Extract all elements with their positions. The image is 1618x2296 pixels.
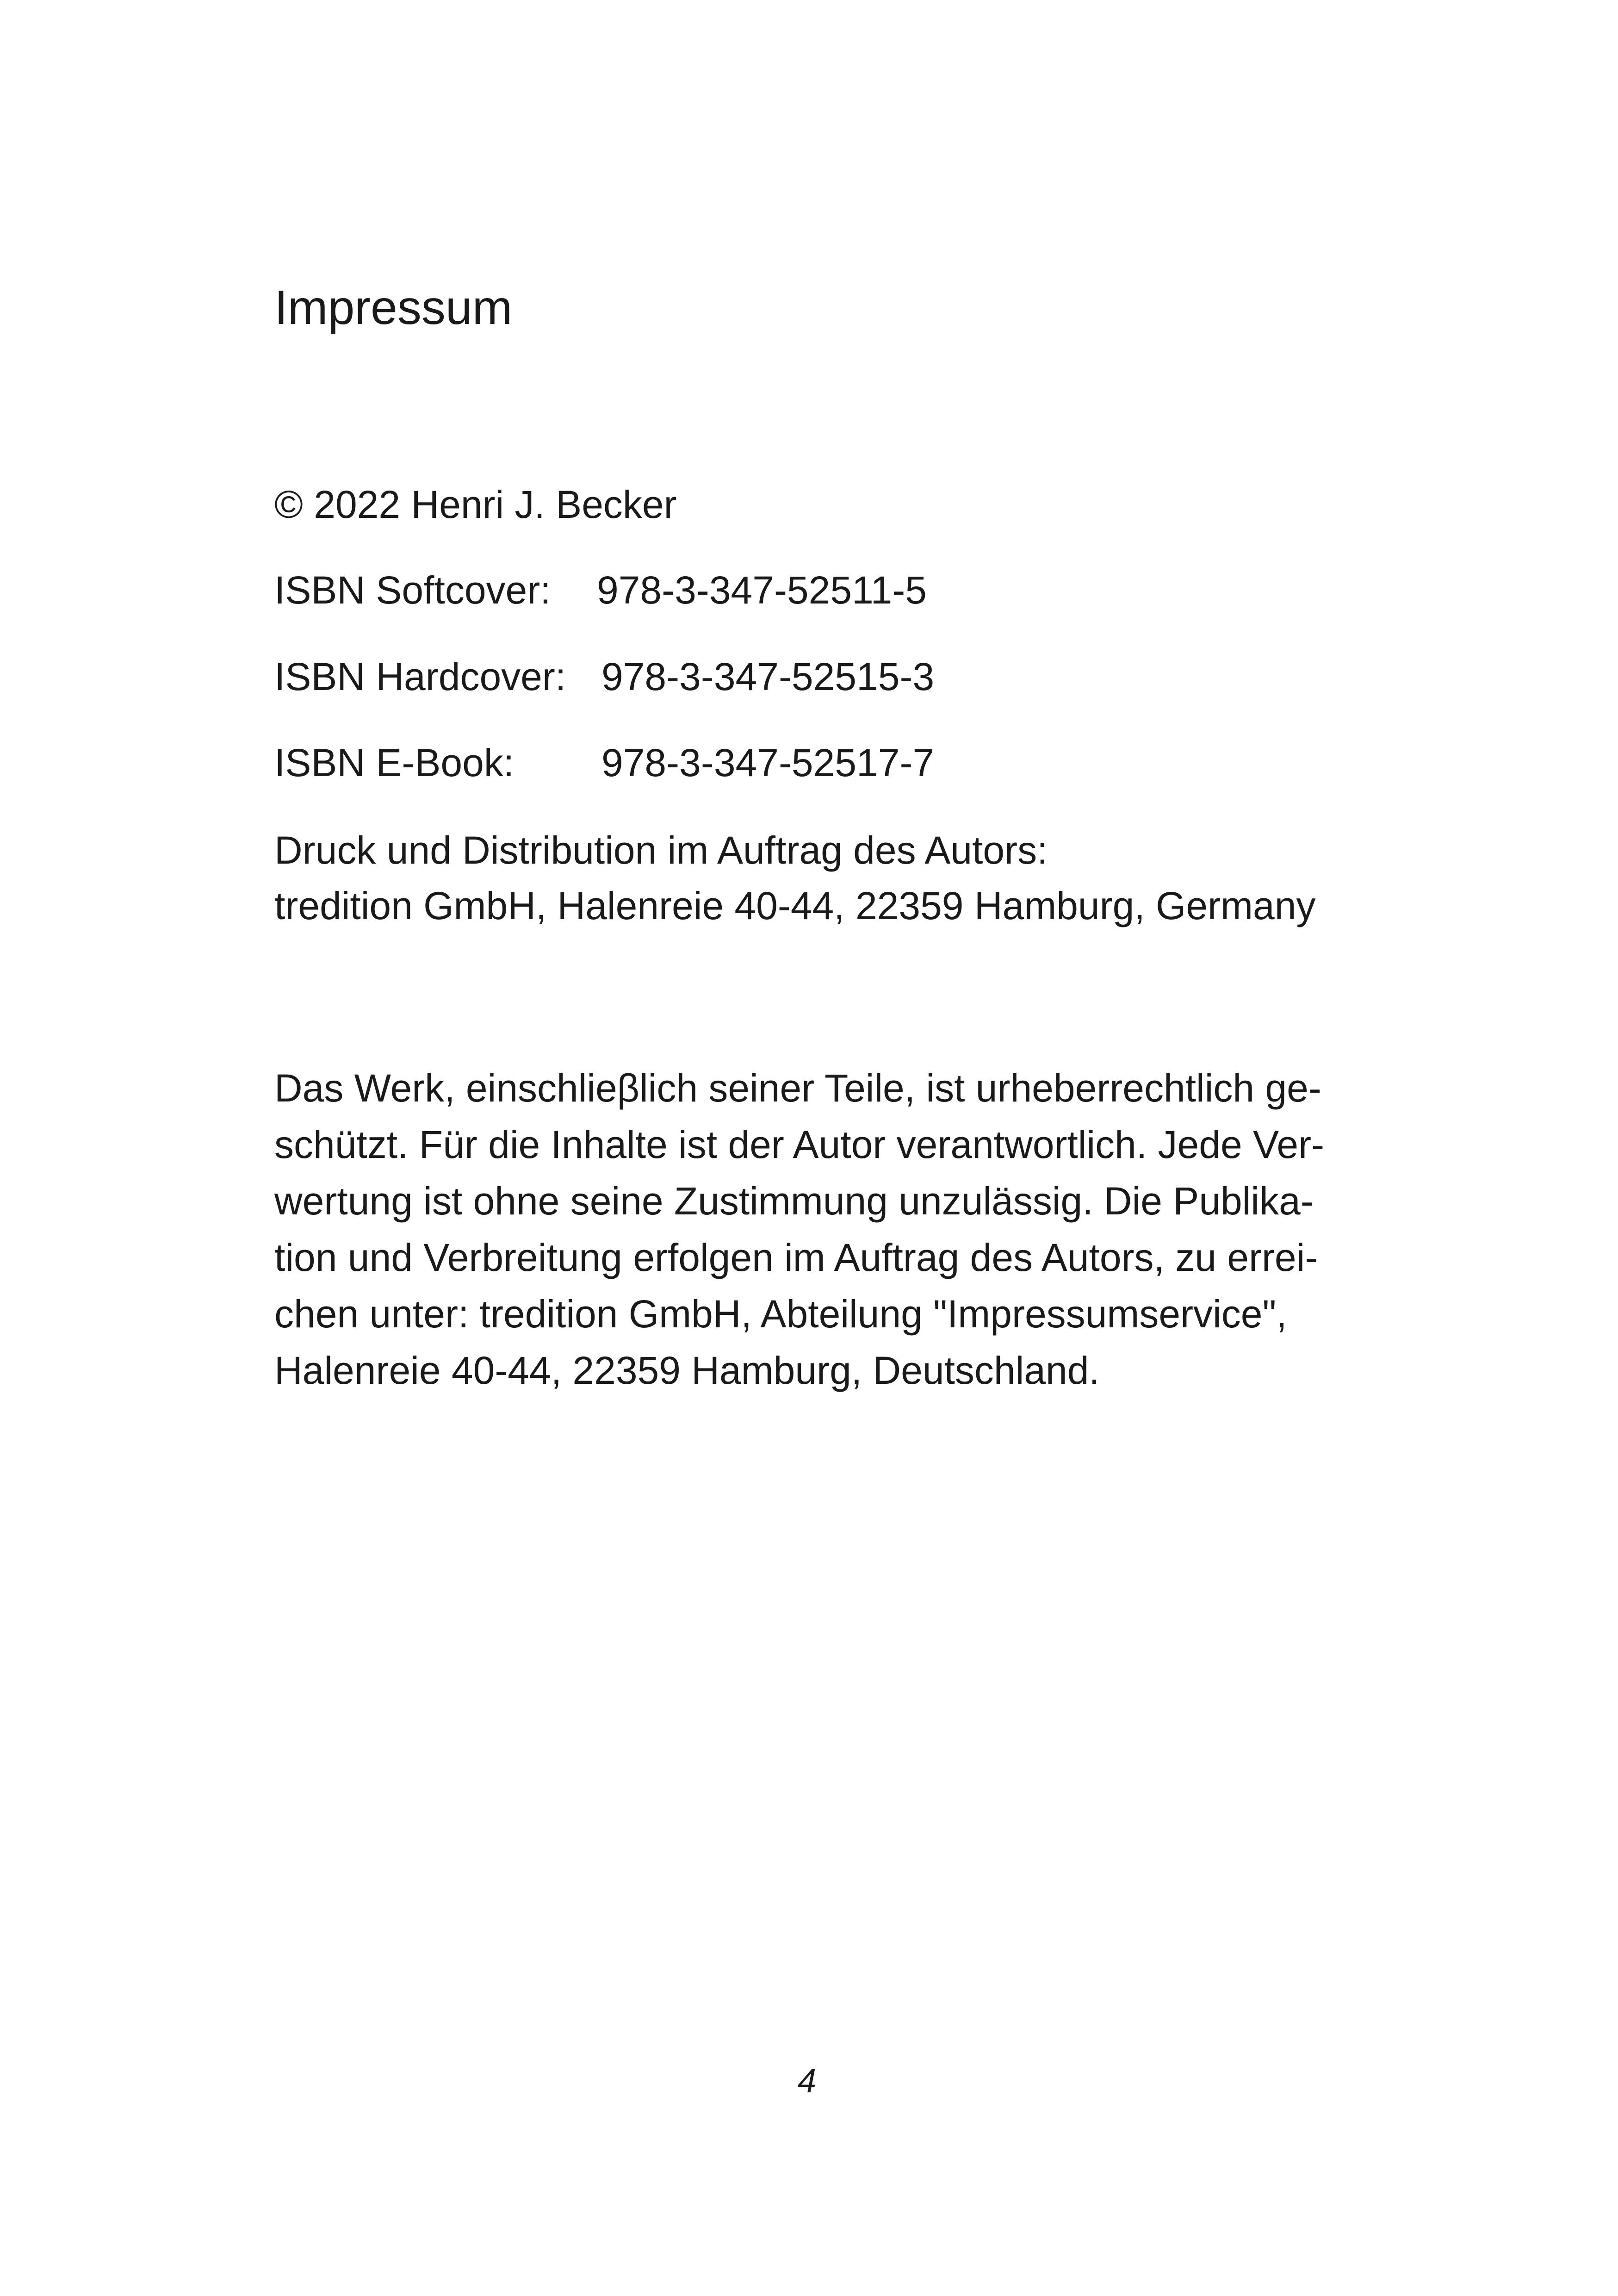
legal-line: chen unter: tredition GmbH, Abteilung "Impressumservice", [274, 1292, 1287, 1336]
isbn-hardcover-label: ISBN Hardcover: [274, 655, 566, 698]
legal-line: tion und Verbreitung erfolgen im Auftrag des Autors, zu errei- [274, 1236, 1318, 1279]
copyright-line: © 2022 Henri J. Becker [274, 483, 677, 526]
legal-line: schützt. Für die Inhalte ist der Autor verantwortlich. Jede Ver- [274, 1123, 1325, 1166]
distribution-line-2: tredition GmbH, Halenreie 40-44, 22359 Hamburg, Germany [274, 884, 1316, 927]
page-number: 4 [798, 2063, 817, 2100]
legal-notice [274, 1060, 1324, 1399]
isbn-hardcover-row [274, 653, 935, 700]
isbn-softcover-value: 978-3-347-52511-5 [597, 568, 927, 612]
isbn-softcover-label: ISBN Softcover: [274, 568, 551, 612]
isbn-hardcover-value: 978-3-347-52515-3 [601, 655, 935, 698]
isbn-ebook-label: ISBN E-Book: [274, 741, 515, 784]
distribution-line-1: Druck und Distribution im Auftrag des Autors: [274, 828, 1048, 872]
legal-line: Halenreie 40-44, 22359 Hamburg, Deutschland. [274, 1349, 1100, 1392]
legal-line: wertung ist ohne seine Zustimmung unzulässig. Die Publika- [274, 1179, 1314, 1223]
page-title: Impressum [274, 281, 513, 335]
isbn-softcover-row [274, 567, 927, 613]
isbn-ebook-value: 978-3-347-52517-7 [601, 741, 935, 784]
isbn-ebook-row [274, 740, 935, 786]
legal-line: Das Werk, einschlieβlich seiner Teile, ist urheberrechtlich ge- [274, 1066, 1321, 1110]
